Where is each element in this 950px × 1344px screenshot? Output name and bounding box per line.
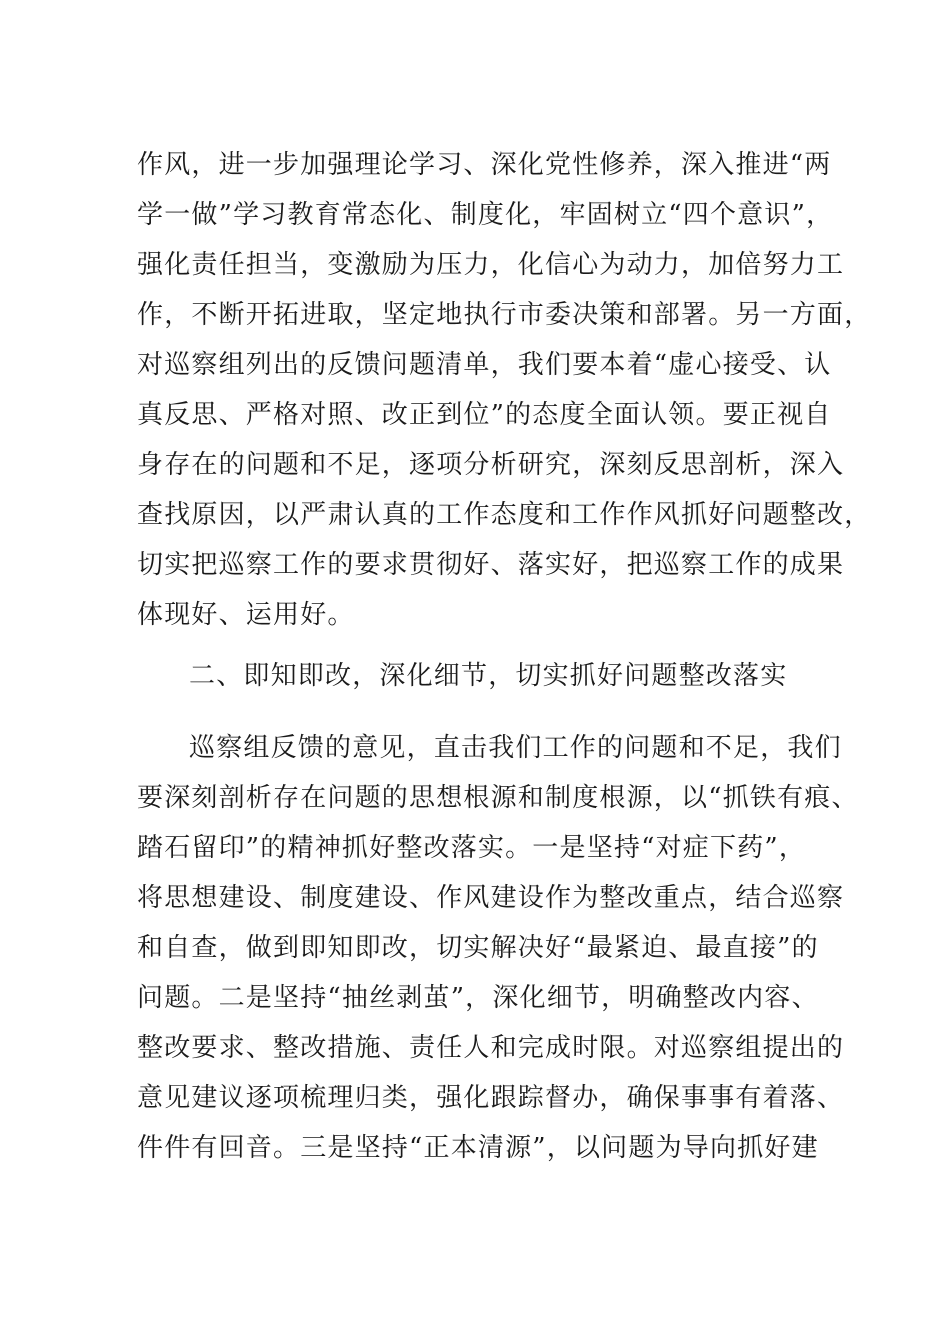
paragraph-line: 意见建议逐项梳理归类，强化跟踪督办，确保事事有着落、	[137, 1083, 845, 1113]
paragraph-line: 要深刻剖析存在问题的思想根源和制度根源，以“抓铁有痕、	[137, 783, 859, 813]
paragraph-line: 学一做”学习教育常态化、制度化，牢固树立“四个意识”，	[137, 200, 834, 230]
paragraph-line: 作，不断开拓进取，坚定地执行市委决策和部署。另一方面，	[137, 300, 872, 330]
paragraph-line: 问题。二是坚持“抽丝剥茧”，深化细节，明确整改内容、	[137, 983, 819, 1013]
paragraph-line: 查找原因，以严肃认真的工作态度和工作作风抓好问题整改，	[137, 500, 872, 530]
paragraph-line: 真反思、严格对照、改正到位”的态度全面认领。要正视自	[137, 400, 832, 430]
paragraph-line: 踏石留印”的精神抓好整改落实。一是坚持“对症下药”，	[137, 833, 807, 863]
paragraph-line: 和自查，做到即知即改，切实解决好“最紧迫、最直接”的	[137, 933, 819, 963]
paragraph-line: 身存在的问题和不足，逐项分析研究，深刻反思剖析，深入	[137, 450, 845, 480]
section-heading: 二、即知即改，深化细节，切实抓好问题整改落实	[189, 661, 788, 691]
paragraph-line: 强化责任担当，变激励为压力，化信心为动力，加倍努力工	[137, 250, 845, 280]
paragraph-line: 件件有回音。三是坚持“正本清源”，以问题为导向抓好建	[137, 1133, 819, 1163]
paragraph-line: 巡察组反馈的意见，直击我们工作的问题和不足，我们	[189, 733, 842, 763]
paragraph-line: 切实把巡察工作的要求贯彻好、落实好，把巡察工作的成果	[137, 550, 845, 580]
paragraph-line: 将思想建设、制度建设、作风建设作为整改重点，结合巡察	[137, 883, 845, 913]
paragraph-line: 整改要求、整改措施、责任人和完成时限。对巡察组提出的	[137, 1033, 845, 1063]
paragraph-line: 对巡察组列出的反馈问题清单，我们要本着“虚心接受、认	[137, 350, 832, 380]
paragraph-line: 体现好、运用好。	[137, 600, 355, 630]
paragraph-line: 作风，进一步加强理论学习、深化党性修养，深入推进“两	[137, 150, 832, 180]
